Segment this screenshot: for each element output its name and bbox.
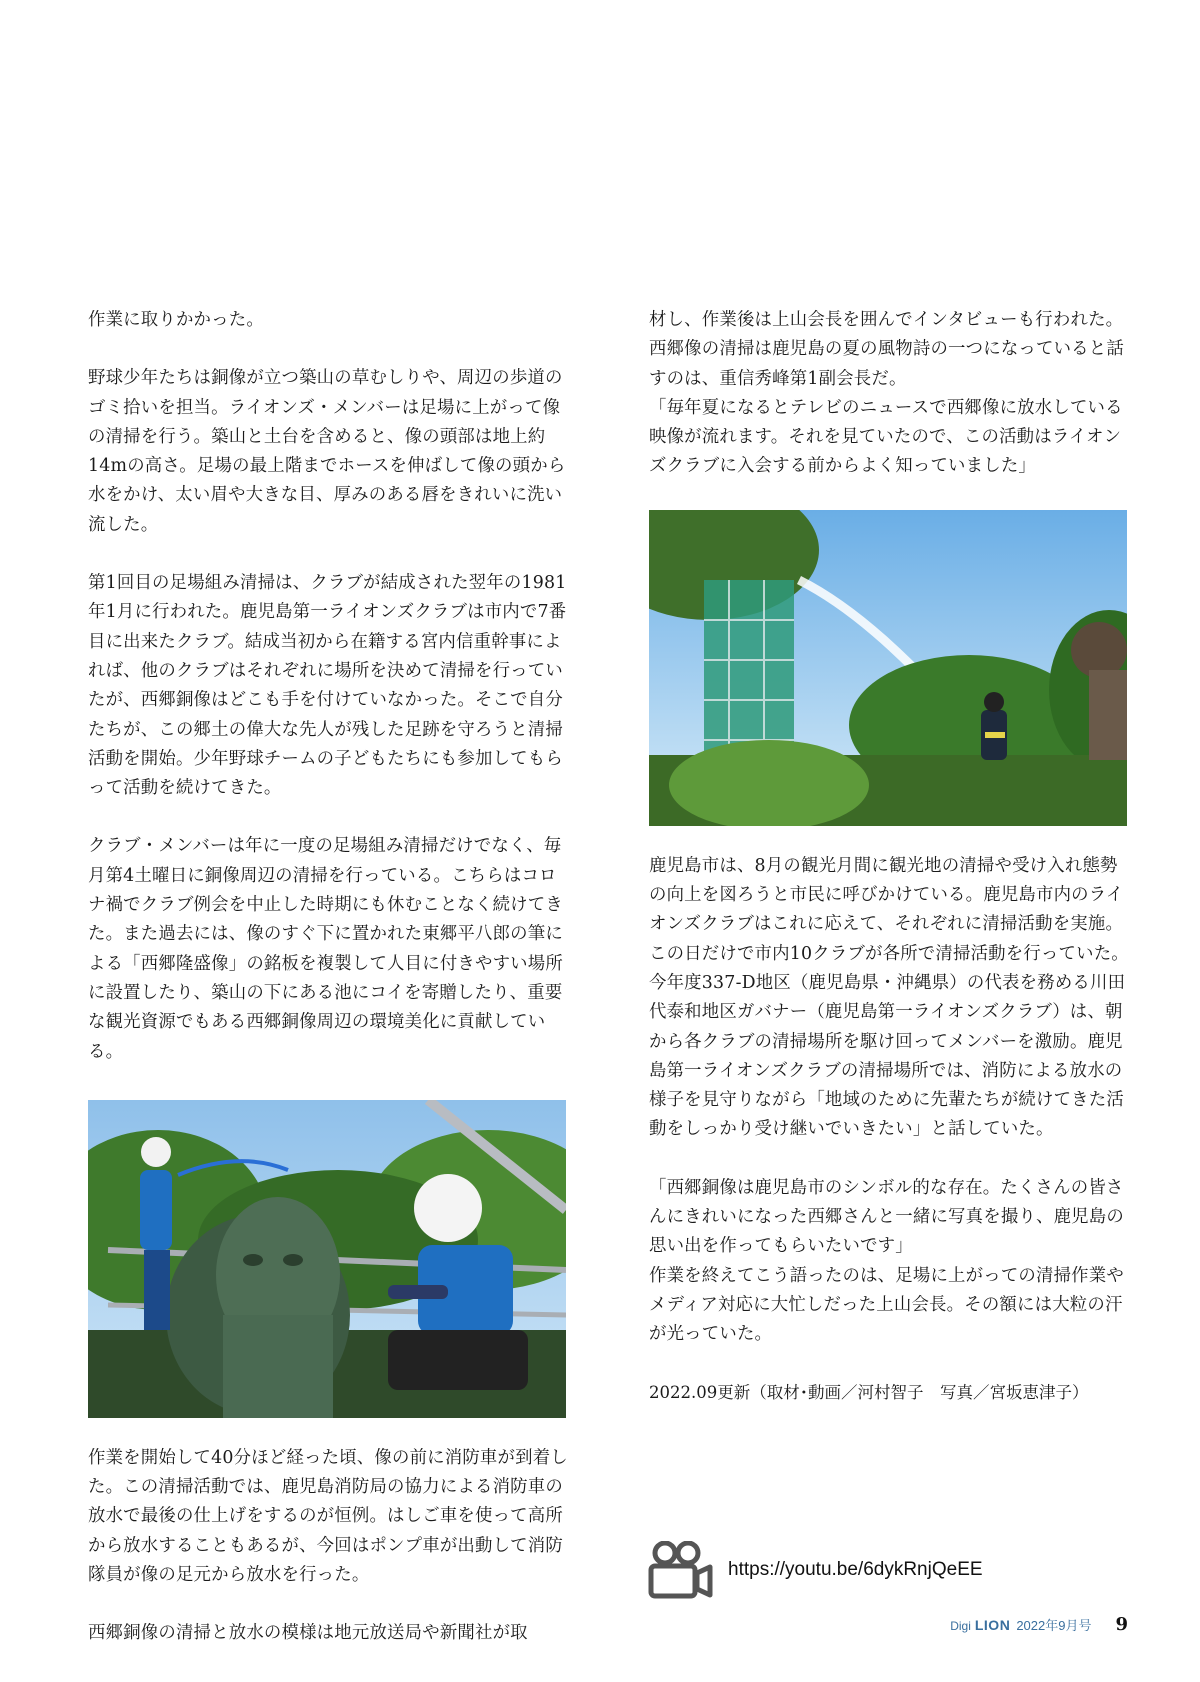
footer-digi: Digi — [950, 1619, 971, 1633]
paragraph: 作業を終えてこう語ったのは、足場に上がっての清掃作業やメディア対応に大忙しだった上山会長。その額には大粒の汗が光っていた。 — [649, 1265, 1124, 1345]
quote: 「毎年夏になるとテレビのニュースで西郷像に放水している映像が流れます。それを見ていたので、この活動はライオンズクラブに入会する前からよく知っていました」 — [649, 397, 1123, 477]
page-number: 9 — [1115, 1614, 1128, 1635]
paragraph: 野球少年たちは銅像が立つ築山の草むしりや、周辺の歩道のゴミ拾いを担当。ライオンズ・メンバーは足場に上がって像の清掃を行う。築山と土台を含めると、像の頭部は地上約14mの高さ。足場の最上階までホースを伸ばして像の頭から水をかけ、太い眉や大きな目、厚みのある唇をきれいに洗い流した。 — [88, 368, 566, 535]
video-camera-icon — [648, 1541, 714, 1599]
paragraph: 鹿児島市は、8月の観光月間に観光地の清掃や受け入れ態勢の向上を図ろうと市民に呼びかけている。鹿児島市内のライオンズクラブはこれに応えて、それぞれに清掃活動を実施。この日だけで市内10クラブが各所で清掃活動を行っていた。今年度337-D地区（鹿児島県・沖縄県）の代表を務める川田代泰和地区ガバナー（鹿児島第一ライオンズクラブ）は、朝から各クラブの清掃場所を駆け回ってメンバーを激励。鹿児島第一ライオンズクラブの清掃場所では、消防による放水の様子を見守りながら「地域のために先輩たちが続けてきた活動をしっかり受け継いでいきたい」と話していた。 — [649, 855, 1129, 1140]
paragraph: 作業を開始して40分ほど経った頃、像の前に消防車が到着した。この清掃活動では、鹿児島消防局の協力による消防車の放水で最後の仕上げをするのが恒例。はしご車を使って高所から放水することもあるが、今回はポンプ車が出動して消防隊員が像の足元から放水を行った。 — [88, 1447, 568, 1586]
paragraph: 第1回目の足場組み清掃は、クラブが結成された翌年の1981年1月に行われた。鹿児島第一ライオンズクラブは市内で7番目に出来たクラブ。結成当初から在籍する宮内信重幹事によれば、他のクラブはそれぞれに場所を決めて清掃を行っていたが、西郷銅像はどこも手を付けていなかった。そこで自分たちが、この郷土の偉大な先人が残した足跡を守ろうと清掃活動を開始。少年野球チームの子どもたちにも参加してもらって活動を続けてきた。 — [88, 573, 567, 799]
paragraph: 西郷銅像の清掃と放水の模様は地元放送局や新聞社が取 — [88, 1623, 528, 1644]
photo-statue-cleaning — [88, 1100, 566, 1418]
paragraph: 作業に取りかかった。 — [88, 310, 264, 330]
youtube-link[interactable]: https://youtu.be/6dykRnjQeEE — [728, 1559, 983, 1580]
photo-credit: 2022.09更新（取材･動画／河村智子 写真／宮坂恵津子） — [649, 1382, 1089, 1402]
footer-brand: LION — [974, 1617, 1011, 1633]
photo-fire-hose-spray — [649, 510, 1127, 826]
video-link-row — [648, 1540, 983, 1600]
fire-hose-illustration — [649, 510, 1127, 826]
paragraph: 材し、作業後は上山会長を囲んでインタビューも行われた。西郷像の清掃は鹿児島の夏の風物詩の一つになっていると話すのは、重信秀峰第1副会長だ。 — [649, 310, 1124, 389]
quote: 「西郷銅像は鹿児島市のシンボル的な存在。たくさんの皆さんにきれいになった西郷さんと一緒に写真を撮り、鹿児島の思い出を作ってもらいたいです」 — [649, 1177, 1124, 1257]
footer-issue: 2022年9月号 — [1016, 1618, 1092, 1633]
page-footer — [950, 1614, 1128, 1635]
left-column — [88, 306, 570, 1649]
right-column — [649, 306, 1131, 1403]
statue-cleaning-illustration — [88, 1100, 566, 1418]
paragraph: クラブ・メンバーは年に一度の足場組み清掃だけでなく、毎月第4土曜日に銅像周辺の清掃を行っている。こちらはコロナ禍でクラブ例会を中止した時期にも休むことなく続けてきた。また過去には、像のすぐ下に置かれた東郷平八郎の筆による「西郷隆盛像」の銘板を複製して人目に付きやすい場所に設置したり、築山の下にある池にコイを寄贈したり、重要な観光資源でもある西郷銅像周辺の環境美化に貢献している。 — [88, 836, 563, 1062]
